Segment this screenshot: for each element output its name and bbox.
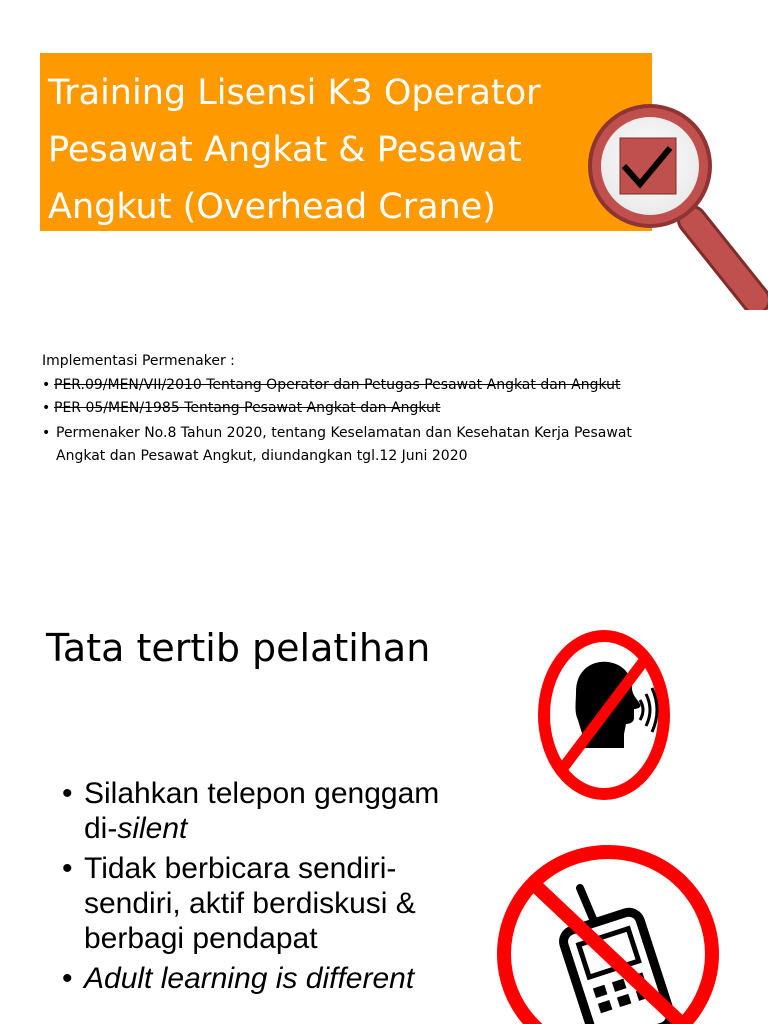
rule-line: Tidak berbicara sendiri- <box>84 852 397 885</box>
bullet: • <box>62 962 73 995</box>
rule-line: sendiri, aktif berdiskusi & <box>84 887 416 920</box>
list-item <box>62 851 522 956</box>
no-talking-icon <box>536 622 672 800</box>
list-item <box>42 374 742 397</box>
section-heading: Implementasi Permenaker : <box>42 353 235 369</box>
regulation-text-line-1: Permenaker No.8 Tahun 2020, tentang Keselamatan dan Kesehatan Kerja Pesawat <box>56 425 632 441</box>
permenaker-section <box>42 350 742 468</box>
bullet: • <box>62 852 73 885</box>
list-item <box>42 422 742 468</box>
bullet: • <box>42 377 51 393</box>
list-item <box>42 397 742 420</box>
regulation-text-line-2: Angkat dan Pesawat Angkut, diundangkan tgl.12 Juni 2020 <box>56 448 468 464</box>
rule-line: Adult learning is different <box>84 962 415 995</box>
title-banner <box>40 53 652 231</box>
rule-line: Silahkan telepon genggam <box>84 777 440 810</box>
regulation-list <box>42 374 742 468</box>
list-item <box>62 776 522 846</box>
slide-title: Training Lisensi K3 Operator Pesawat Angkat & Pesawat Angkut (Overhead Crane) <box>48 73 541 227</box>
regulation-text: PER 05/MEN/1985 Tentang Pesawat Angkat dan Angkut <box>54 400 441 416</box>
list-item <box>62 961 522 996</box>
magnifier-checkmark-icon <box>584 96 768 310</box>
rules-list <box>62 776 522 1001</box>
italic-text: silent <box>117 812 188 845</box>
bullet: • <box>42 425 51 441</box>
bullet: • <box>62 777 73 810</box>
rule-line: di-silent <box>84 812 188 845</box>
bullet: • <box>42 400 51 416</box>
slide-2 <box>0 560 768 1024</box>
regulation-text: PER.09/MEN/VII/2010 Tentang Operator dan Petugas Pesawat Angkat dan Angkut <box>54 377 621 393</box>
slide-title: Tata tertib pelatihan <box>46 626 431 670</box>
no-phone-icon <box>492 836 732 1024</box>
rule-line: berbagi pendapat <box>84 922 318 955</box>
